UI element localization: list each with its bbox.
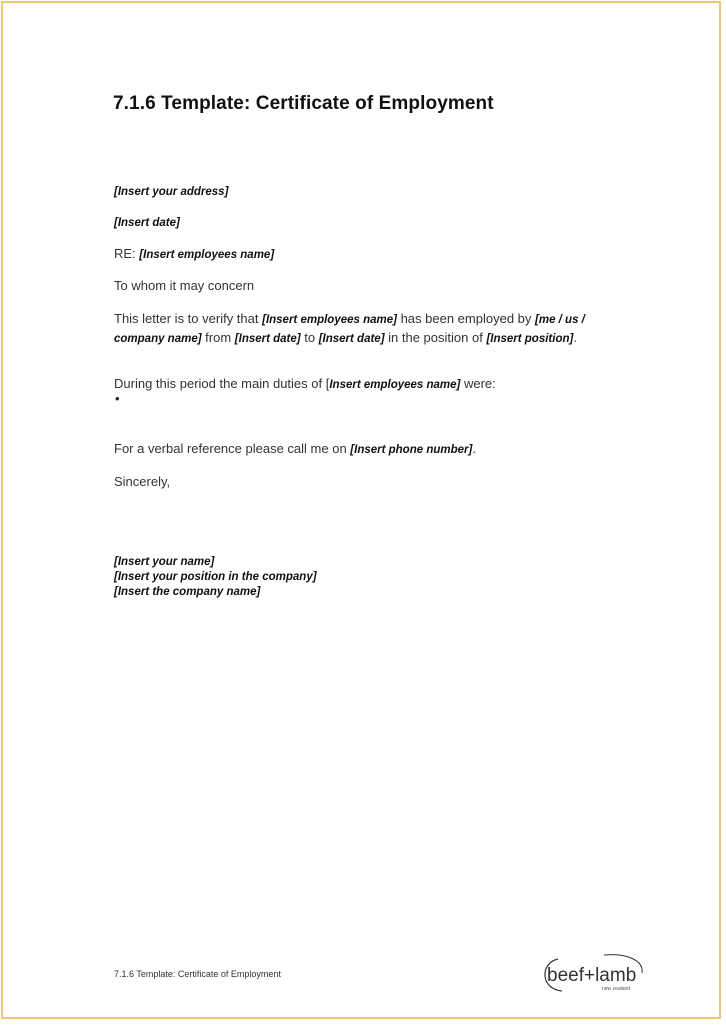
verify-placeholder-end-date: [Insert date] <box>318 333 385 345</box>
closing: Sincerely, <box>114 474 171 489</box>
re-label: RE: <box>114 246 140 261</box>
duties-bullet: • <box>115 391 120 406</box>
page-title: 7.1.6 Template: Certificate of Employment <box>113 93 494 114</box>
signature-block <box>114 555 317 600</box>
signature-name: [Insert your name] <box>114 556 215 568</box>
verify-text-4: to <box>300 330 319 345</box>
verify-placeholder-start-date: [Insert date] <box>234 333 301 345</box>
signature-position: [Insert your position in the company] <box>114 571 317 583</box>
verify-paragraph <box>114 310 614 348</box>
duties-text-2: were: <box>460 376 496 391</box>
beef-lamb-logo <box>538 951 648 995</box>
verify-placeholder-employee: [Insert employees name] <box>262 314 397 326</box>
address-placeholder: [Insert your address] <box>114 186 229 198</box>
signature-company: [Insert the company name] <box>114 586 261 598</box>
verify-text-3: from <box>201 330 235 345</box>
re-line <box>114 245 274 264</box>
salutation: To whom it may concern <box>114 278 255 293</box>
logo-subtext: new zealand <box>602 986 631 992</box>
address-line <box>114 182 228 201</box>
footer-text: 7.1.6 Template: Certificate of Employment <box>114 969 281 979</box>
verify-text-2: has been employed by <box>396 311 536 326</box>
reference-text-2: . <box>472 441 476 456</box>
date-line <box>114 213 180 232</box>
verify-text-5: in the position of <box>384 330 487 345</box>
duties-placeholder: Insert employees name] <box>329 379 461 391</box>
verify-placeholder-position: [Insert position] <box>486 333 574 345</box>
verify-placeholder-company: [me / us / company name] <box>114 314 585 345</box>
duties-text-1: During this period the main duties of [ <box>114 376 330 391</box>
document-page <box>1 1 721 1019</box>
reference-text-1: For a verbal reference please call me on <box>114 441 351 456</box>
verify-text-1: This letter is to verify that <box>114 311 263 326</box>
reference-placeholder-phone: [Insert phone number] <box>350 444 473 456</box>
reference-line <box>114 440 476 459</box>
verify-text-6: . <box>573 330 577 345</box>
date-placeholder: [Insert date] <box>114 217 180 229</box>
duties-line <box>114 375 496 394</box>
logo-text: beef+lamb <box>547 965 637 986</box>
re-placeholder: [Insert employees name] <box>139 249 275 261</box>
